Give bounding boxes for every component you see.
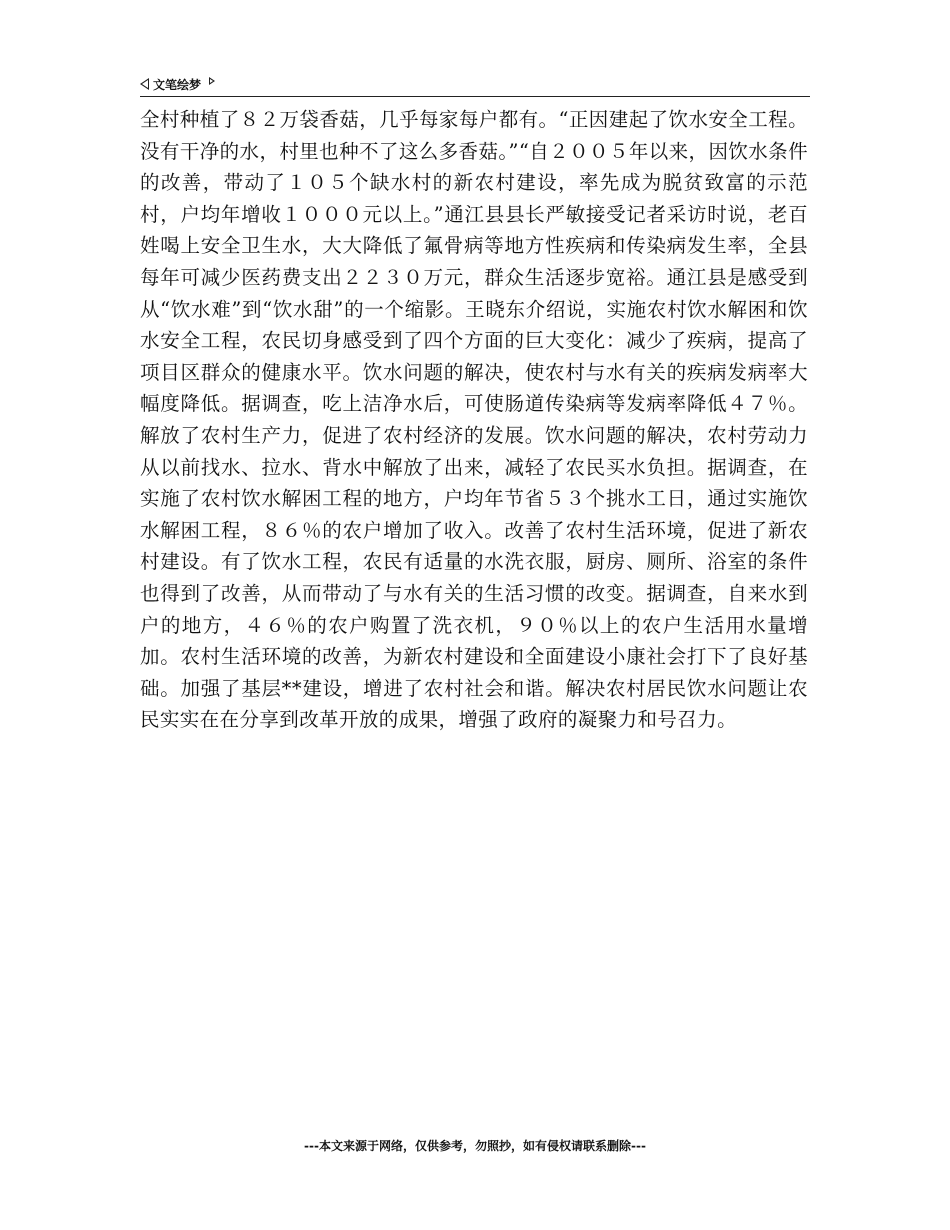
- body-paragraph: 全村种植了８２万袋香菇，几乎每家每户都有。“正因建起了饮水安全工程。没有干净的水，村里也种不了这么多香菇。”“自２００５年以来，因饮水条件的改善，带动了１０５个缺水村的新农村建设，率先成为脱贫致富的示范村，户均年增收１０００元以上。”通江县县长严敏接受记者采访时说，老百姓喝上安全卫生水，大大降低了氟骨病等地方性疾病和传染病发生率，全县每年可减少医药费支出２２３０万元，群众生活逐步宽裕。通江县是感受到从“饮水难”到“饮水甜”的一个缩影。王晓东介绍说，实施农村饮水解困和饮水安全工程，农民切身感受到了四个方面的巨大变化：减少了疾病，提高了项目区群众的健康水平。饮水问题的解决，使农村与水有关的疾病发病率大幅度降低。据调查，吃上洁净水后，可使肠道传染病等发病率降低４７％。解放了农村生产力，促进了农村经济的发展。饮水问题的解决，农村劳动力从以前找水、拉水、背水中解放了出来，减轻了农民买水负担。据调查，在实施了农村饮水解困工程的地方，户均年节省５３个挑水工日，通过实施饮水解困工程，８６％的农户增加了收入。改善了农村生活环境，促进了新农村建设。有了饮水工程，农民有适量的水洗衣服，厨房、厕所、浴室的条件也得到了改善，从而带动了与水有关的生活习惯的改变。据调查，自来水到户的地方，４６％的农户购置了洗衣机，９０％以上的农户生活用水量增加。农村生活环境的改善，为新农村建设和全面建设小康社会打下了良好基础。加强了基层**建设，增进了农村社会和谐。解决农村居民饮水问题让农民实实在在分享到改革开放的成果，增强了政府的凝聚力和号召力。: [140, 108, 808, 732]
- triangle-right-icon: [209, 77, 215, 85]
- footer-disclaimer: ---本文来源于网络，仅供参考，勿照抄，如有侵权请联系删除---: [304, 1139, 646, 1153]
- page-header: [140, 72, 810, 97]
- triangle-left-icon: [140, 78, 149, 90]
- header-title: 文笔绘梦: [153, 77, 202, 92]
